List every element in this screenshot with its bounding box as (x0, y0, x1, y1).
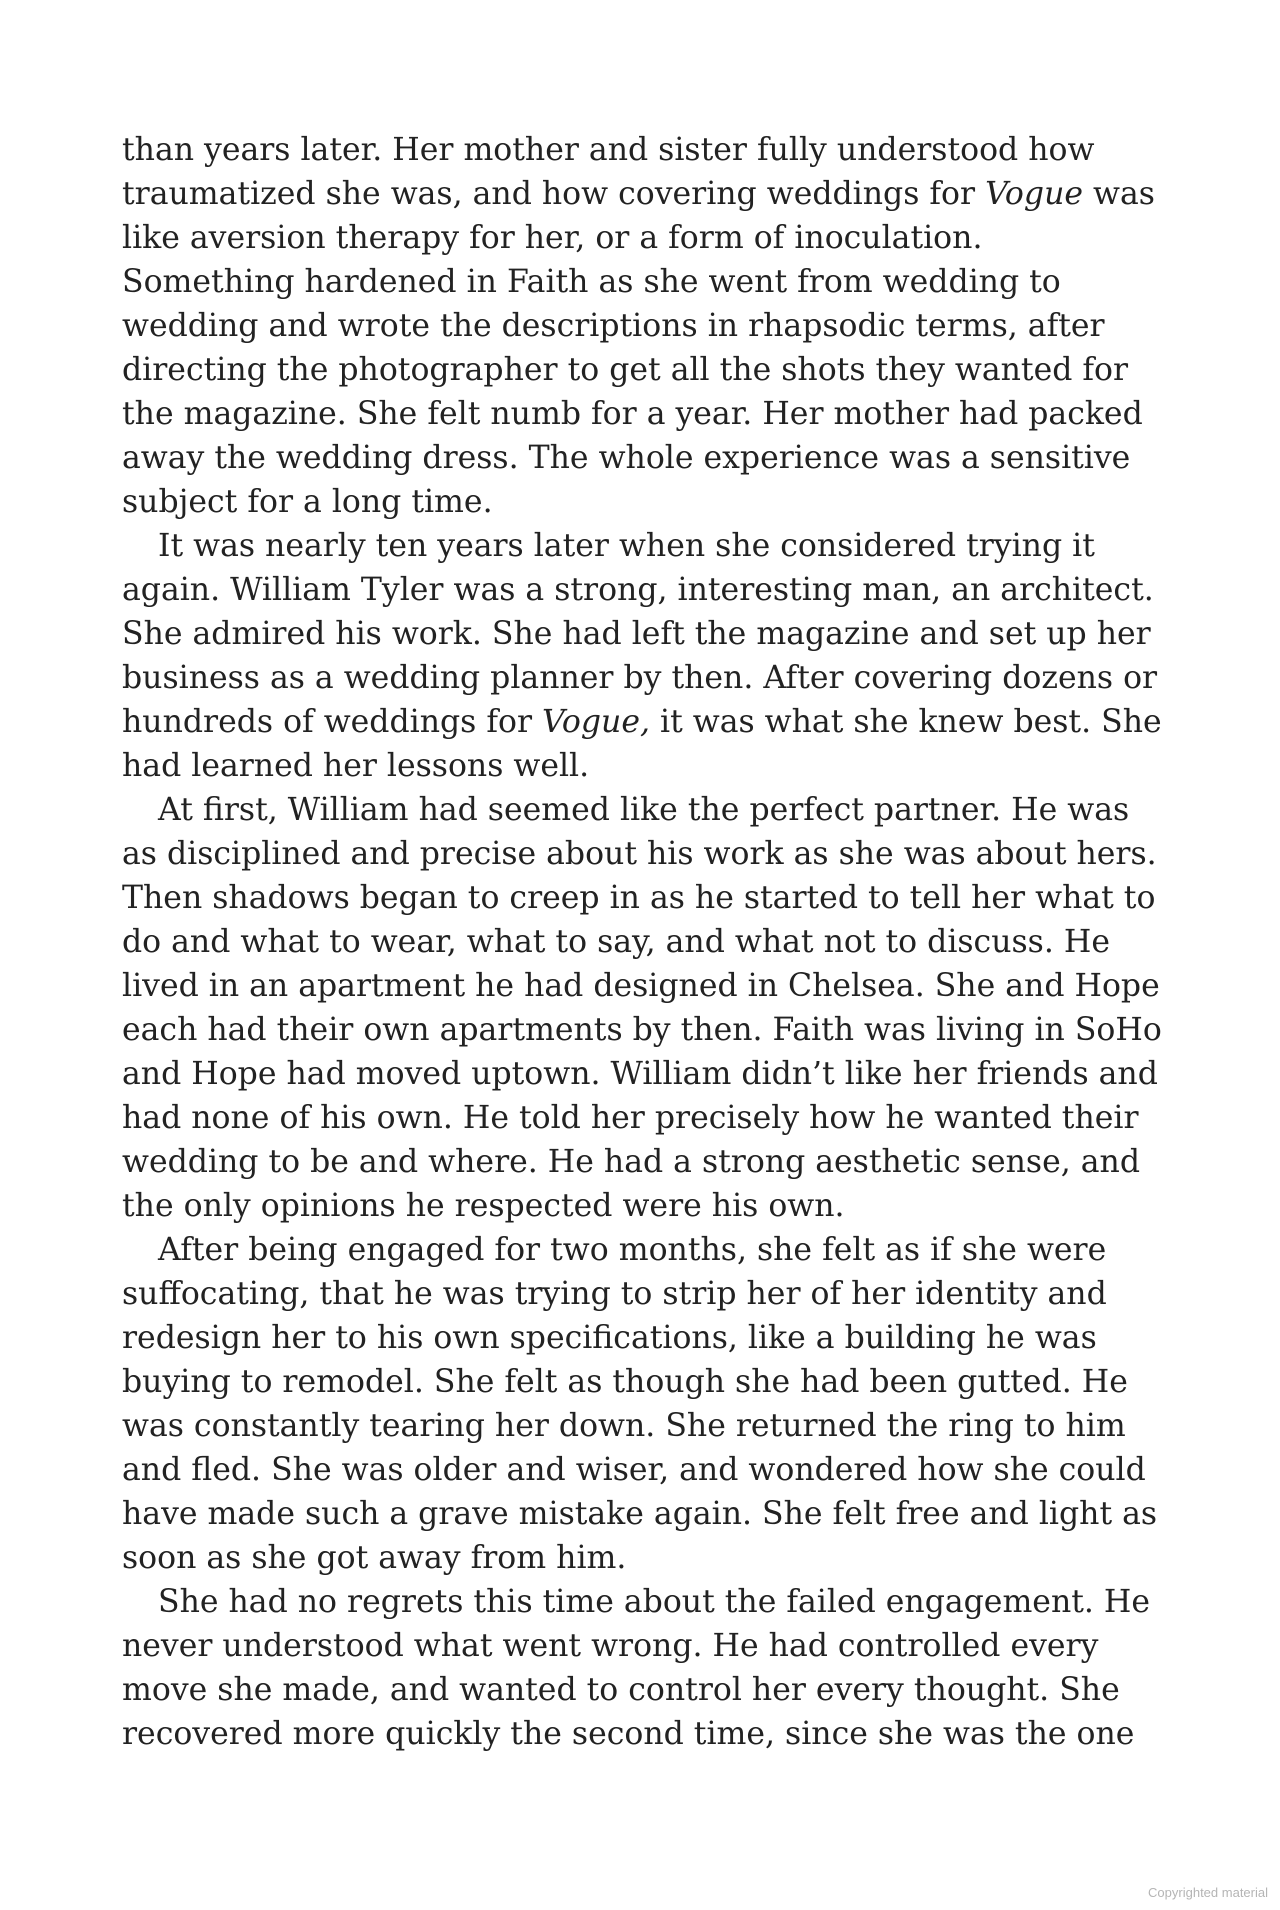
paragraph-1 (122, 128, 1162, 524)
book-page-text (122, 128, 1162, 1756)
paragraph-2-text-b: it was what she knew best. She had learned her lessons well. (122, 704, 1162, 784)
paragraph-5 (122, 1580, 1162, 1756)
paragraph-1-text-a: than years later. Her mother and sister fully understood how traumatized she was, and how covering weddings for (122, 132, 1095, 212)
paragraph-2-italic-vogue: Vogue, (542, 704, 650, 740)
paragraph-3-text: At first, William had seemed like the perfect partner. He was as disciplined and precise about his work as she was about hers. Then shadows began to creep in as he started to tell her what to do and what to wear, what to say, and what not to discuss. He lived in an apartment he had designed in Chelsea. She and Hope each had their own apartments by then. Faith was living in SoHo and Hope had moved uptown. William didn’t like her friends and had none of his own. He told her precisely how he wanted their wedding to be and where. He had a strong aesthetic sense, and the only opinions he respected were his own. (122, 792, 1162, 1224)
paragraph-2-text-a: It was nearly ten years later when she considered trying it again. William Tyler was a strong, interesting man, an architect. She admired his work. She had left the magazine and set up her business as a wedding planner by then. After covering dozens or hundreds of weddings for (122, 528, 1158, 740)
paragraph-1-text-b: was like aversion therapy for her, or a form of inoculation. Something hardened in Faith as she went from wedding to wedding and wrote the descriptions in rhapsodic terms, after directing the photographer to get all the shots they wanted for the magazine. She felt numb for a year. Her mother had packed away the wedding dress. The whole experience was a sensitive subject for a long time. (122, 176, 1155, 520)
paragraph-4 (122, 1228, 1162, 1580)
paragraph-3 (122, 788, 1162, 1228)
paragraph-5-text: She had no regrets this time about the failed engagement. He never understood what went wrong. He had controlled every move she made, and wanted to control her every thought. She recovered more quickly the second time, since she was the one (122, 1584, 1151, 1752)
paragraph-2 (122, 524, 1162, 788)
copyright-watermark: Copyrighted material (1148, 1885, 1268, 1900)
paragraph-4-text: After being engaged for two months, she felt as if she were suffocating, that he was trying to strip her of her identity and redesign her to his own specifications, like a building he was buying to remodel. She felt as though she had been gutted. He was constantly tearing her down. She returned the ring to him and fled. She was older and wiser, and wondered how she could have made such a grave mistake again. She felt free and light as soon as she got away from him. (122, 1232, 1158, 1576)
paragraph-1-italic-vogue: Vogue (985, 176, 1083, 212)
